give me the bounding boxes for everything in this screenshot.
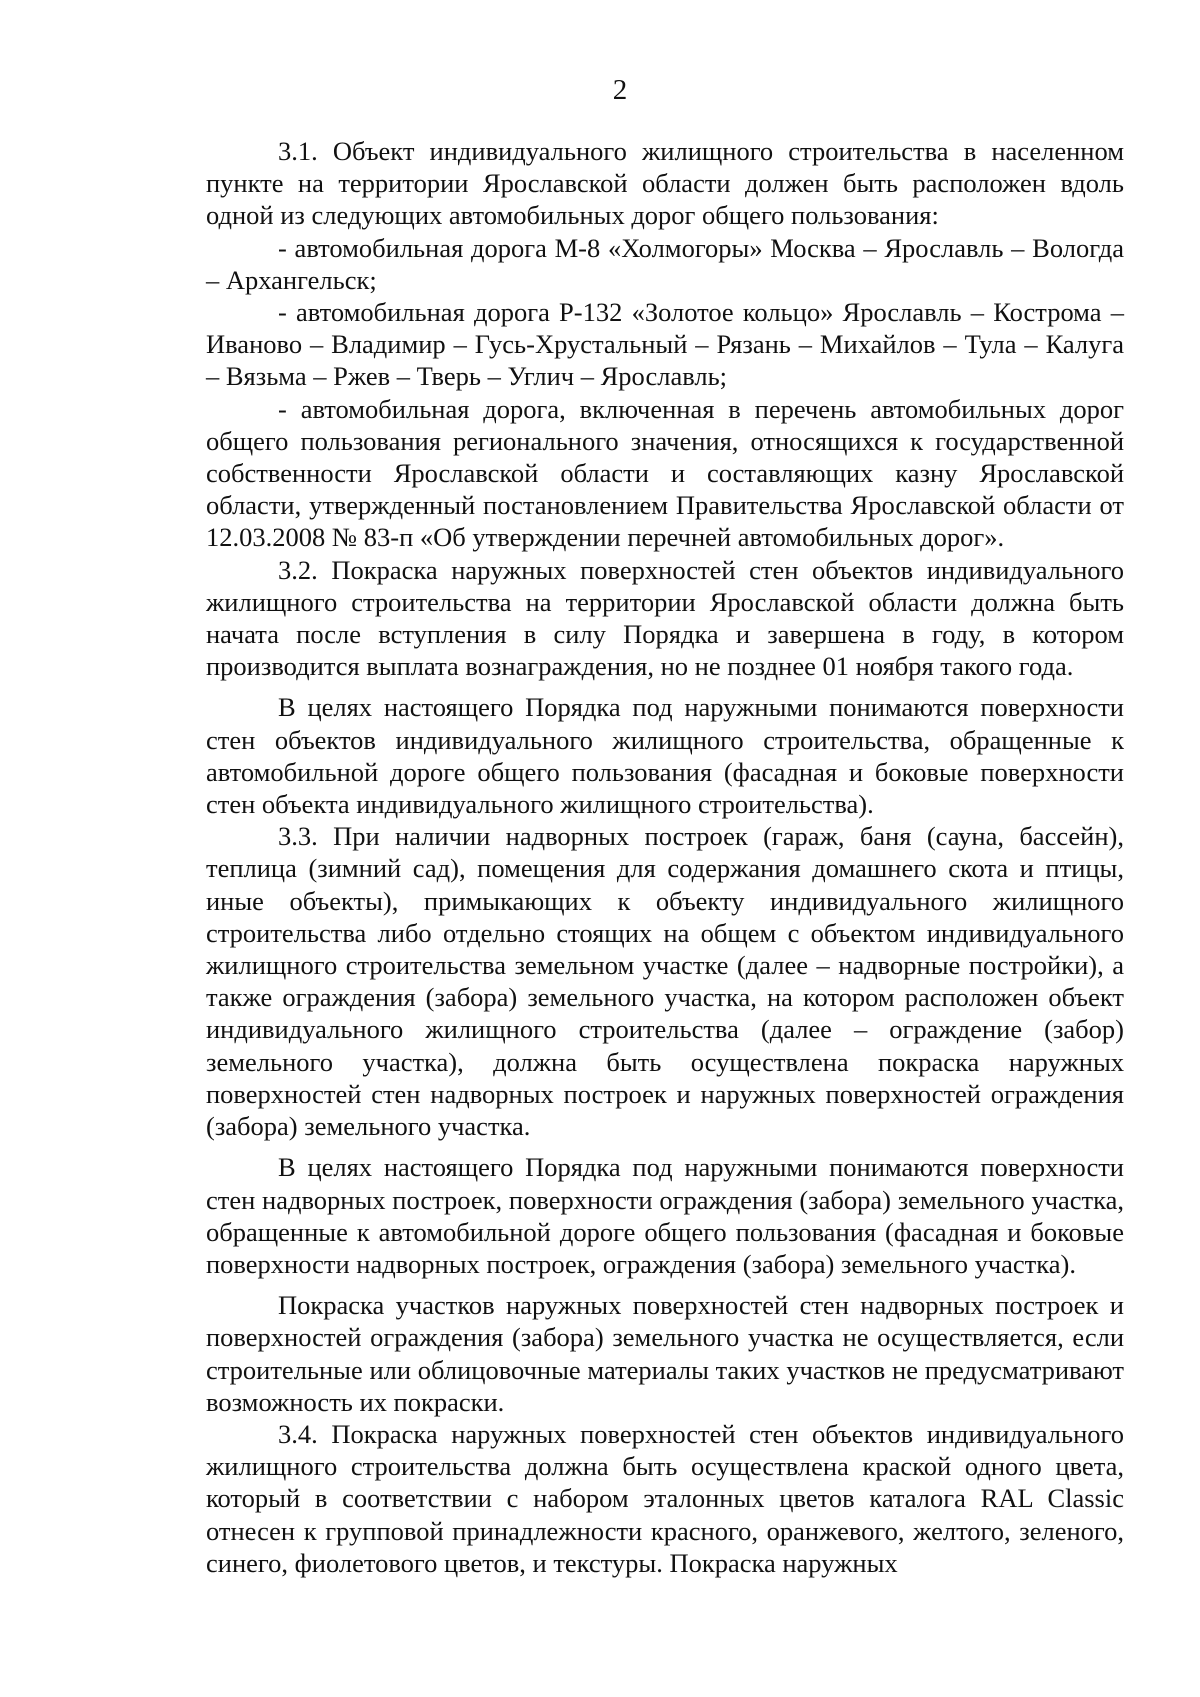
page-number: 2 bbox=[612, 74, 628, 106]
paragraph-3-3-definition: В целях настоящего Порядка под наружными понимаются поверхности стен надворных построек, поверхности ограждения (забора) земельного участка, обращенные к автомобильной дороге общего пользования (фасадная и боковые поверхности надворных построек, ограждения (забора) земельного участка). bbox=[206, 1152, 1124, 1279]
paragraph-road-m8: - автомобильная дорога М-8 «Холмогоры» Москва – Ярославль – Вологда – Архангельск; bbox=[206, 232, 1124, 295]
document-body bbox=[206, 135, 1124, 1579]
paragraph-3-2-definition: В целях настоящего Порядка под наружными понимаются поверхности стен объектов индивидуального жилищного строительства, обращенные к автомобильной дороге общего пользования (фасадная и боковые поверхности стен объекта индивидуального жилищного строительства). bbox=[206, 692, 1124, 820]
paragraph-3-2: 3.2. Покраска наружных поверхностей стен объектов индивидуального жилищного строительства на территории Ярославской области должна быть начата после вступления в силу Порядка и завершена в году, в котором производится выплата вознаграждения, но не позднее 01 ноября такого года. bbox=[206, 554, 1124, 682]
paragraph-regional-roads: - автомобильная дорога, включенная в перечень автомобильных дорог общего пользования регионального значения, относящихся к государственной собственности Ярославской области и составляющих казну Ярославской области, утвержденный постановлением Правительства Ярославской области от 12.03.2008 № 83-п «Об утверждении перечней автомобильных дорог». bbox=[206, 393, 1124, 553]
paragraph-road-r132: - автомобильная дорога Р-132 «Золотое кольцо» Ярославль – Кострома – Иваново – Владимир – Гусь-Хрустальный – Рязань – Михайлов – Тула – Калуга – Вязьма – Ржев – Тверь – Углич – Ярославль; bbox=[206, 297, 1124, 392]
paragraph-3-3: 3.3. При наличии надворных построек (гараж, баня (сауна, бассейн), теплица (зимний сад), помещения для содержания домашнего скота и птицы, иные объекты), примыкающих к объекту индивидуального жилищного строительства либо отдельно стоящих на общем с объектом индивидуального жилищного строительства земельном участке (далее – надворные постройки), а также ограждения (забора) земельного участка, на котором расположен объект индивидуального жилищного строительства (далее – ограждение (забор) земельного участка), должна быть осуществлена покраска наружных поверхностей стен надворных построек и наружных поверхностей ограждения (забора) земельного участка. bbox=[206, 821, 1124, 1142]
paragraph-3-1: 3.1. Объект индивидуального жилищного строительства в населенном пункте на территории Ярославской области должен быть расположен вдоль одной из следующих автомобильных дорог общего пользования: bbox=[206, 136, 1124, 231]
paragraph-3-4: 3.4. Покраска наружных поверхностей стен объектов индивидуального жилищного строительства должна быть осуществлена краской одного цвета, который в соответствии с набором эталонных цветов каталога RAL Classic отнесен к групповой принадлежности красного, оранжевого, желтого, зеленого, синего, фиолетового цветов, и текстуры. Покраска наружных bbox=[206, 1418, 1124, 1578]
paragraph-3-3-exception: Покраска участков наружных поверхностей стен надворных построек и поверхностей ограждения (забора) земельного участка не осуществляется, если строительные или облицовочные материалы таких участков не предусматривают возможность их покраски. bbox=[206, 1290, 1124, 1417]
